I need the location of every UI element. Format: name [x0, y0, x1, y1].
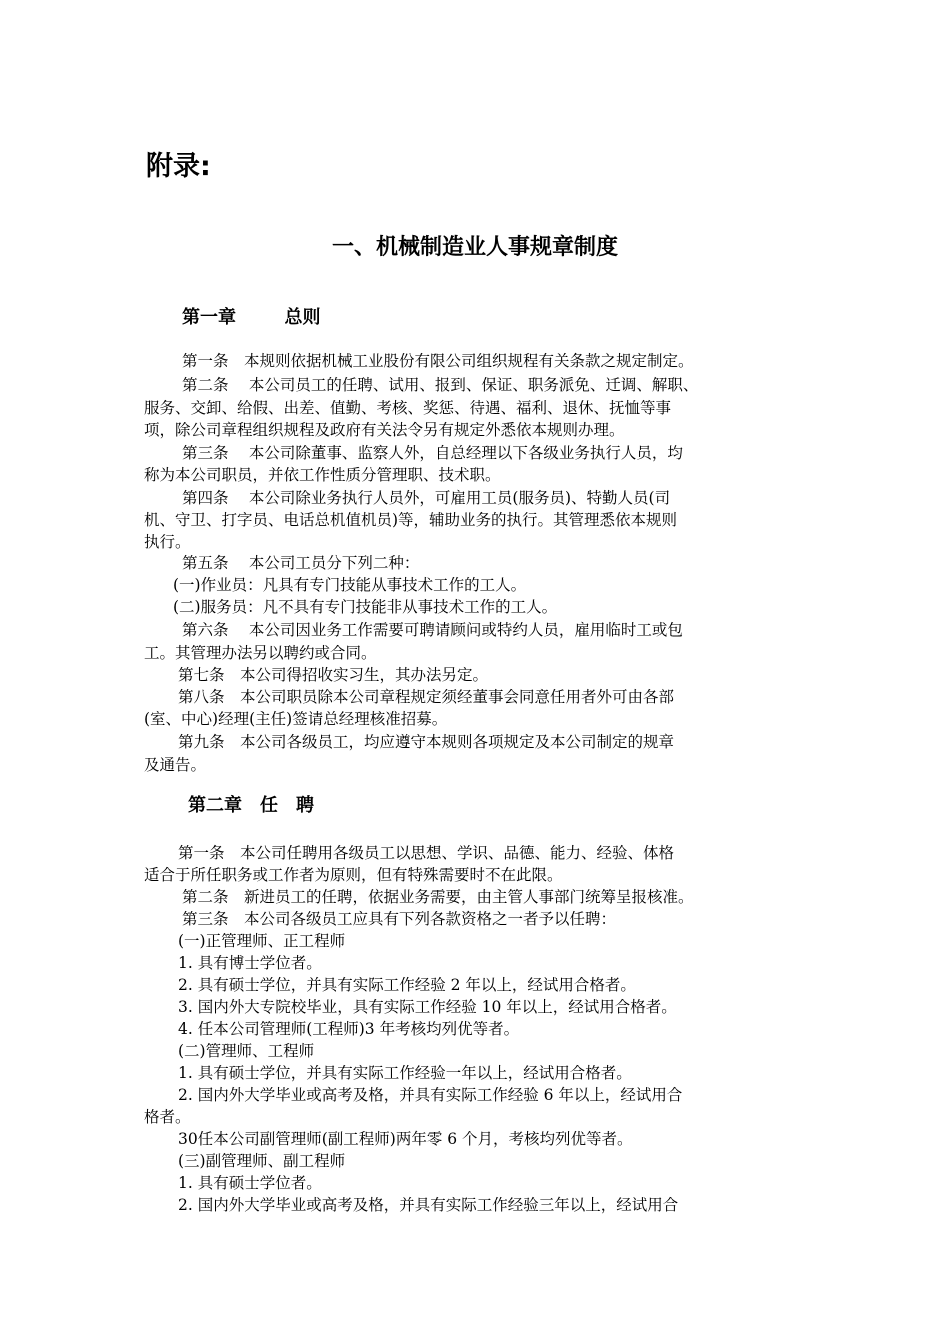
text-line: 及通告。 — [144, 756, 207, 774]
text-line: 1. 具有硕士学位，并具有实际工作经验一年以上，经试用合格者。 — [178, 1064, 632, 1082]
text-line: 2. 国内外大学毕业或高考及格，并具有实际工作经验三年以上，经试用合 — [178, 1196, 679, 1214]
chapter-1-heading: 第一章 总则 — [182, 307, 321, 328]
text-line: 2. 具有硕士学位，并具有实际工作经验 2 年以上，经试用合格者。 — [178, 976, 636, 994]
text-line: 第一条 本规则依据机械工业股份有限公司组织规程有关条款之规定制定。 — [182, 352, 694, 370]
text-line: (室、中心)经理(主任)签请总经理核准招募。 — [144, 710, 448, 728]
text-line: 项，除公司章程组织规程及政府有关法令另有规定外悉依本规则办理。 — [144, 421, 625, 439]
text-line: 30任本公司副管理师(副工程师)两年零 6 个月，考核均列优等者。 — [178, 1130, 633, 1148]
text-line: 称为本公司职员，并依工作性质分管理职、技术职。 — [144, 466, 501, 484]
text-line: 第八条 本公司职员除本公司章程规定须经董事会同意任用者外可由各部 — [178, 688, 675, 706]
text-line: 1. 具有博士学位者。 — [178, 954, 322, 972]
appendix-label: 附录: — [146, 151, 211, 182]
text-line: 2. 国内外大学毕业或高考及格，并具有实际工作经验 6 年以上，经试用合 — [178, 1086, 683, 1104]
chapter-2-heading: 第二章 任 聘 — [188, 795, 314, 816]
text-line: 格者。 — [144, 1108, 191, 1126]
text-line: 3. 国内外大专院校毕业，具有实际工作经验 10 年以上，经试用合格者。 — [178, 998, 677, 1016]
text-line: (一)正管理师、正工程师 — [178, 932, 346, 950]
text-line: 第六条 本公司因业务工作需要可聘请顾问或特约人员，雇用临时工或包 — [182, 621, 683, 639]
text-line: 第七条 本公司得招收实习生，其办法另定。 — [178, 666, 489, 684]
text-line: 第五条 本公司工员分下列二种： — [182, 554, 420, 572]
text-line: 执行。 — [144, 533, 191, 551]
text-line: 服务、交卸、给假、出差、值勤、考核、奖惩、待遇、福利、退休、抚恤等事 — [144, 399, 672, 417]
text-line: 第二条 本公司员工的任聘、试用、报到、保证、职务派免、迁调、解职、 — [182, 376, 699, 394]
text-line: 第四条 本公司除业务执行人员外，可雇用工员(服务员)、特勤人员(司 — [182, 489, 671, 507]
text-line: 第一条 本公司任聘用各级员工以思想、学识、品德、能力、经验、体格 — [178, 844, 675, 862]
text-line: 第三条 本公司除董事、监察人外，自总经理以下各级业务执行人员，均 — [182, 444, 683, 462]
text-line: (二)服务员：凡不具有专门技能非从事技术工作的工人。 — [173, 598, 558, 616]
text-line: 第二条 新进员工的任聘，依据业务需要，由主管人事部门统筹呈报核准。 — [182, 888, 694, 906]
text-line: 1. 具有硕士学位者。 — [178, 1174, 322, 1192]
text-line: 适合于所任职务或工作者为原则，但有特殊需要时不在此限。 — [144, 866, 563, 884]
document-title: 一、机械制造业人事规章制度 — [331, 235, 618, 260]
text-line: (三)副管理师、副工程师 — [178, 1152, 346, 1170]
text-line: 第九条 本公司各级员工，均应遵守本规则各项规定及本公司制定的规章 — [178, 733, 675, 751]
text-line: 机、守卫、打字员、电话总机值机员)等，辅助业务的执行。其管理悉依本规则 — [144, 511, 678, 529]
text-line: 4. 任本公司管理师(工程师)3 年考核均列优等者。 — [178, 1020, 520, 1038]
text-line: 工。其管理办法另以聘约或合同。 — [144, 644, 377, 662]
text-line: (一)作业员：凡具有专门技能从事技术工作的工人。 — [173, 576, 527, 594]
text-line: 第三条 本公司各级员工应具有下列各款资格之一者予以任聘： — [182, 910, 617, 928]
text-line: (二)管理师、工程师 — [178, 1042, 315, 1060]
